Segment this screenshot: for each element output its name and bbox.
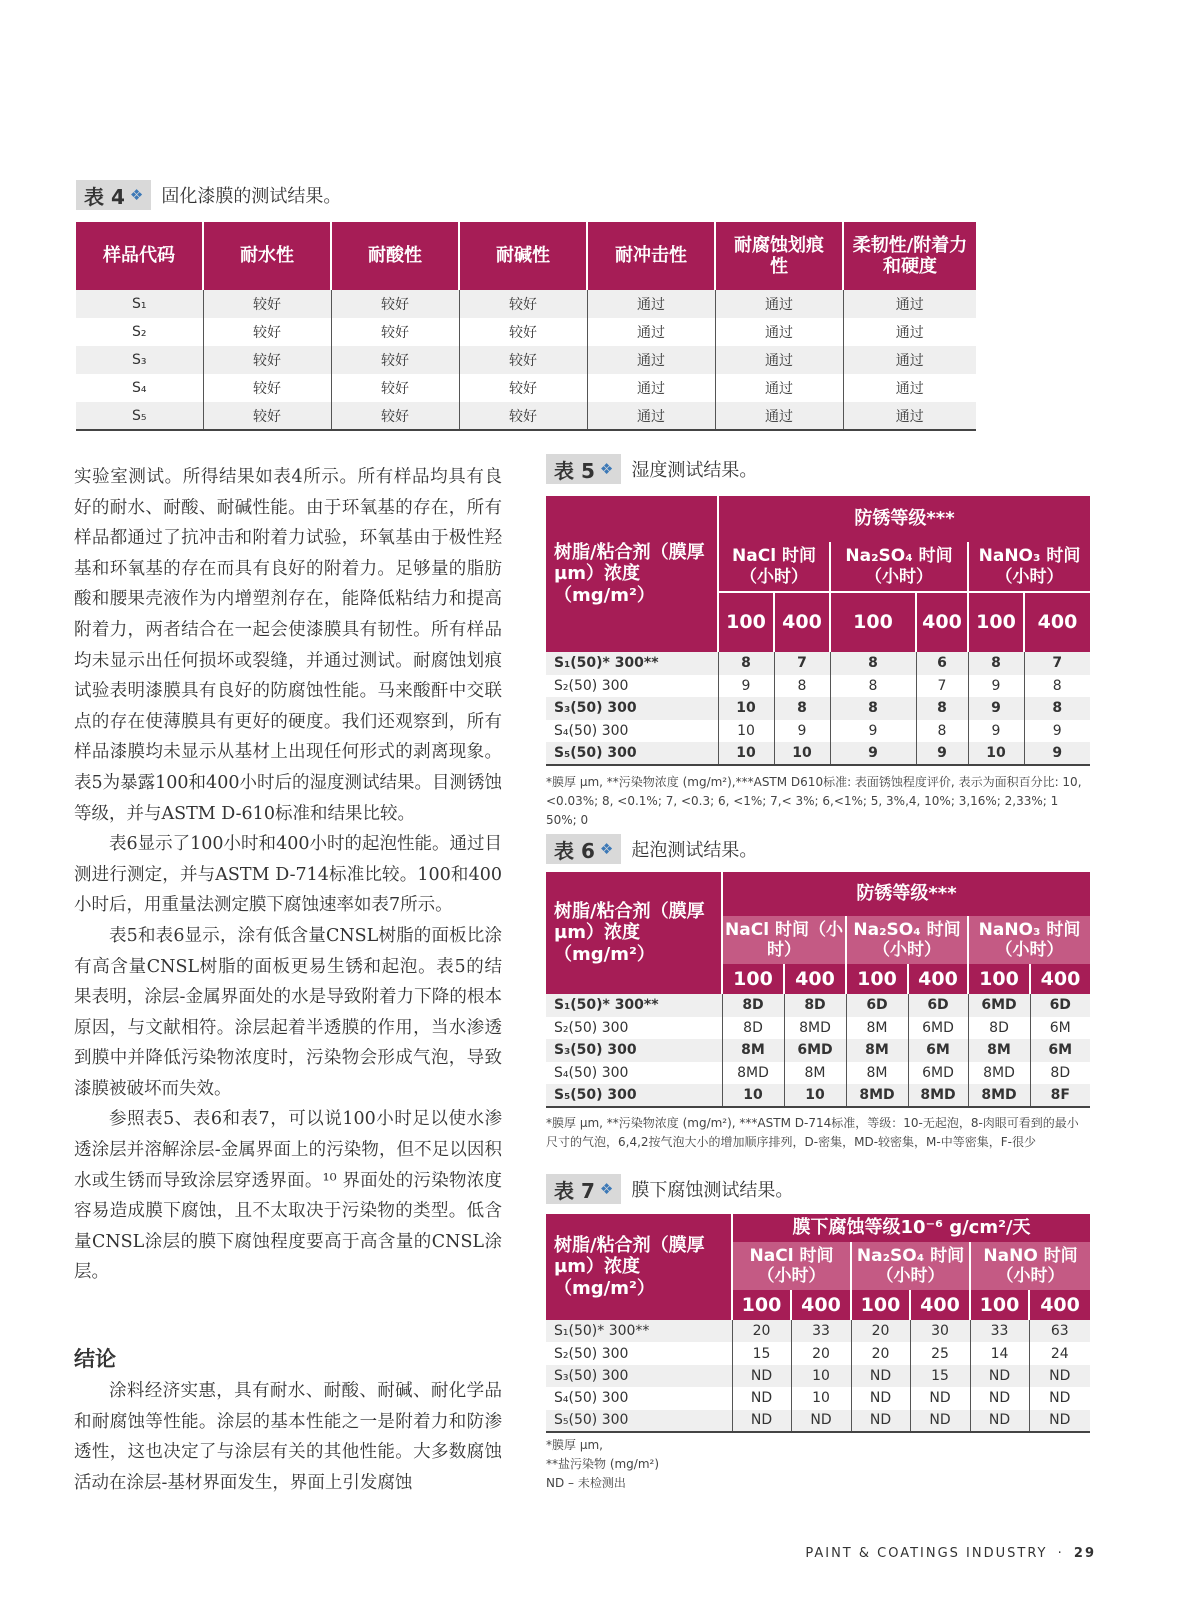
table6-group-header: 防锈等级*** xyxy=(722,872,1090,916)
value-cell: 8M xyxy=(722,1039,784,1062)
sample-cell: S₂(50) 300 xyxy=(546,1342,732,1364)
body-paragraph: 实验室测试。所得结果如表4所示。所有样品均具有良好的耐水、耐酸、耐碱性能。由于环氧基的存在，所有样品都通过了抗冲击和附着力试验，环氧基由于极性羟基和环氧基的存在而具有良好的附着力。足够量的脂肪酸和腰果壳液作为内增塑剂存在，能降低粘结力和提高附着力，两者结合在一起会使漆膜具有韧性。所有样品均未显示出任何损坏或裂缝，并通过测试。耐腐蚀划痕试验表明漆膜具有良好的防腐蚀性能。马来酸酐中交联点的存在使薄膜具有更好的硬度。我们还观察到，所有样品漆膜均未显示从基材上出现任何形式的剥离现象。表5为暴露100和400小时后的湿度测试结果。目测锈蚀等级，并与ASTM D-610标准和结果比较。 xyxy=(74,467,502,824)
value-cell: 6D xyxy=(908,994,968,1017)
value-cell: 通过 xyxy=(587,402,715,430)
value-cell: 10 xyxy=(791,1365,851,1387)
table6-caption xyxy=(546,834,757,864)
table4-header: 耐酸性 xyxy=(331,222,459,290)
conclusion-heading: 结论 xyxy=(74,1347,116,1371)
table5-hour-header: 400 xyxy=(916,592,968,652)
value-cell: 25 xyxy=(910,1342,970,1364)
value-cell: 较好 xyxy=(203,374,331,402)
value-cell: 8D xyxy=(722,1017,784,1040)
table7-hour-header: 400 xyxy=(791,1290,851,1320)
value-cell: 8D xyxy=(1030,1062,1090,1085)
value-cell: 较好 xyxy=(459,374,587,402)
value-cell: 6MD xyxy=(908,1062,968,1085)
value-cell: ND xyxy=(970,1365,1029,1387)
sample-cell: S₃(50) 300 xyxy=(546,1365,732,1387)
value-cell: ND xyxy=(1029,1365,1090,1387)
table6-hour-header: 400 xyxy=(908,964,968,994)
table7-row-header: 树脂/粘合剂（膜厚µm）浓度（mg/m²） xyxy=(546,1214,732,1320)
value-cell: 通过 xyxy=(715,346,843,374)
value-cell: 通过 xyxy=(843,374,976,402)
table6-hour-header: 100 xyxy=(722,964,784,994)
table6-note: *膜厚 µm, **污染物浓度 (mg/m²), ***ASTM D-714标准，等级：10-无起泡，8-肉眼可看到的最小尺寸的气泡，6,4,2按气泡大小的增加顺序排列，D-密集，MD-较密集，M-中等密集，F-很少 xyxy=(546,1116,1079,1149)
table7-col-header: NaCl 时间（小时） xyxy=(732,1242,851,1290)
value-cell: 8 xyxy=(774,697,830,720)
sample-cell: S₃ xyxy=(76,346,203,374)
value-cell: ND xyxy=(732,1365,791,1387)
footer-separator: · xyxy=(1057,1546,1064,1561)
table4-header: 耐冲击性 xyxy=(587,222,715,290)
value-cell: 6M xyxy=(1030,1039,1090,1062)
table4-caption xyxy=(76,180,341,210)
value-cell: 8D xyxy=(968,1017,1030,1040)
table7-note: ND – 未检测出 xyxy=(546,1476,626,1490)
value-cell: 6 xyxy=(916,652,968,675)
table6-col-header: NaNO₃ 时间（小时） xyxy=(968,916,1090,964)
value-cell: 通过 xyxy=(587,374,715,402)
value-cell: 通过 xyxy=(587,318,715,346)
table7-group-header: 膜下腐蚀等级10⁻⁶ g/cm²/天 xyxy=(732,1214,1090,1242)
value-cell: 通过 xyxy=(843,402,976,430)
table5 xyxy=(546,496,1090,766)
value-cell: 8 xyxy=(830,675,916,698)
value-cell: 15 xyxy=(732,1342,791,1364)
value-cell: 7 xyxy=(774,652,830,675)
sample-cell: S₅(50) 300 xyxy=(546,1084,722,1107)
value-cell: 较好 xyxy=(331,318,459,346)
diamond-icon: ❖ xyxy=(599,1180,614,1198)
value-cell: 20 xyxy=(791,1342,851,1364)
conclusion-paragraph: 涂料经济实惠，具有耐水、耐酸、耐碱、耐化学品和耐腐蚀等性能。涂层的基本性能之一是附着力和防渗透性，这也决定了与涂层有关的其他性能。大多数腐蚀活动在涂层-基材界面发生，界面上引发腐蚀 xyxy=(74,1381,502,1493)
value-cell: ND xyxy=(732,1410,791,1432)
table-row xyxy=(76,346,976,374)
value-cell: 30 xyxy=(910,1320,970,1342)
table-row xyxy=(76,374,976,402)
value-cell: 9 xyxy=(968,675,1024,698)
value-cell: 14 xyxy=(970,1342,1029,1364)
table5-note: *膜厚 µm, **污染物浓度 (mg/m²),***ASTM D610标准: 表面锈蚀程度评价, 表示为面积百分比: 10, <0.03%; 8, <0.1%; 7, <0.3; 6, <1%; 7,< 3%; 6,<1%; 5, 3%,4, 10%; 3,16%; 2,33%; 1 50%; 0 xyxy=(546,775,1082,827)
value-cell: 通过 xyxy=(715,402,843,430)
value-cell: 9 xyxy=(830,720,916,743)
value-cell: ND xyxy=(851,1387,910,1409)
value-cell: 较好 xyxy=(459,290,587,318)
value-cell: ND xyxy=(851,1365,910,1387)
table4-header: 耐水性 xyxy=(203,222,331,290)
diamond-icon: ❖ xyxy=(129,186,144,204)
table-row xyxy=(76,402,976,430)
value-cell: 9 xyxy=(968,720,1024,743)
sample-cell: S₃(50) 300 xyxy=(546,1039,722,1062)
value-cell: 8MD xyxy=(722,1062,784,1085)
value-cell: 8D xyxy=(784,994,846,1017)
value-cell: 8M xyxy=(784,1062,846,1085)
sample-cell: S₂ xyxy=(76,318,203,346)
sample-cell: S₄(50) 300 xyxy=(546,1062,722,1085)
value-cell: ND xyxy=(1029,1410,1090,1432)
sample-cell: S₁ xyxy=(76,290,203,318)
value-cell: 8M xyxy=(846,1017,908,1040)
table6-hour-header: 100 xyxy=(968,964,1030,994)
value-cell: 通过 xyxy=(715,290,843,318)
value-cell: 通过 xyxy=(843,290,976,318)
page-footer xyxy=(805,1546,1096,1561)
value-cell: 8MD xyxy=(908,1084,968,1107)
value-cell: 通过 xyxy=(587,346,715,374)
value-cell: 8 xyxy=(1024,675,1090,698)
table-row xyxy=(546,994,1090,1017)
value-cell: 较好 xyxy=(203,402,331,430)
table7-caption xyxy=(546,1174,793,1204)
table5-col-header: Na₂SO₄ 时间（小时） xyxy=(830,542,968,592)
table7-note: **盐污染物 (mg/m²) xyxy=(546,1457,660,1471)
table7-title: 膜下腐蚀测试结果。 xyxy=(631,1180,794,1201)
value-cell: 较好 xyxy=(203,290,331,318)
table-row xyxy=(546,1387,1090,1409)
value-cell: 24 xyxy=(1029,1342,1090,1364)
table4 xyxy=(76,222,976,431)
table-row xyxy=(546,652,1090,675)
sample-cell: S₃(50) 300 xyxy=(546,697,718,720)
table7-col-header: NaNO 时间（小时） xyxy=(970,1242,1090,1290)
table5-hour-header: 400 xyxy=(774,592,830,652)
sample-cell: S₄(50) 300 xyxy=(546,720,718,743)
value-cell: 15 xyxy=(910,1365,970,1387)
table-row xyxy=(546,1084,1090,1107)
value-cell: 通过 xyxy=(843,346,976,374)
table4-label-box xyxy=(76,180,151,210)
value-cell: 6M xyxy=(1030,1017,1090,1040)
value-cell: 6M xyxy=(908,1039,968,1062)
value-cell: 较好 xyxy=(203,346,331,374)
value-cell: 63 xyxy=(1029,1320,1090,1342)
sample-cell: S₅ xyxy=(76,402,203,430)
value-cell: 10 xyxy=(791,1387,851,1409)
value-cell: 8M xyxy=(846,1062,908,1085)
sample-cell: S₂(50) 300 xyxy=(546,1017,722,1040)
table-row xyxy=(76,318,976,346)
body-paragraph: 表6显示了100小时和400小时的起泡性能。通过目测进行测定，并与ASTM D-714标准比较。100和400小时后，用重量法测定膜下腐蚀速率如表7所示。 xyxy=(74,834,502,916)
table-row xyxy=(546,1062,1090,1085)
table6-hour-header: 100 xyxy=(846,964,908,994)
value-cell: 较好 xyxy=(459,402,587,430)
value-cell: 6MD xyxy=(908,1017,968,1040)
table6-label: 表 6 xyxy=(554,838,595,863)
value-cell: 8 xyxy=(916,697,968,720)
value-cell: 33 xyxy=(970,1320,1029,1342)
table5-label: 表 5 xyxy=(554,458,595,483)
sample-cell: S₄ xyxy=(76,374,203,402)
table5-col-header: NaCl 时间（小时） xyxy=(718,542,830,592)
value-cell: 9 xyxy=(916,742,968,765)
table6-col-header: Na₂SO₄ 时间（小时） xyxy=(846,916,968,964)
value-cell: 10 xyxy=(718,720,774,743)
value-cell: 较好 xyxy=(203,318,331,346)
value-cell: 6D xyxy=(846,994,908,1017)
table5-caption xyxy=(546,454,757,484)
table7-hour-header: 100 xyxy=(851,1290,910,1320)
table6-label-box xyxy=(546,834,621,864)
value-cell: 10 xyxy=(718,697,774,720)
table6-col-header: NaCl 时间（小时） xyxy=(722,916,846,964)
body-paragraph: 表5和表6显示，涂有低含量CNSL树脂的面板比涂有高含量CNSL树脂的面板更易生锈和起泡。表5的结果表明，涂层-金属界面处的水是导致附着力下降的根本原因，与文献相符。涂层起着半透膜的作用，当水渗透到膜中并降低污染物浓度时，污染物会形成气泡，导致漆膜被破坏而失效。 xyxy=(74,925,502,1099)
value-cell: 8 xyxy=(718,652,774,675)
table5-group-header: 防锈等级*** xyxy=(718,496,1090,542)
value-cell: 8MD xyxy=(968,1062,1030,1085)
table6-row-header: 树脂/粘合剂（膜厚µm）浓度（mg/m²） xyxy=(546,872,722,994)
table6-hour-header: 400 xyxy=(1030,964,1090,994)
sample-cell: S₅(50) 300 xyxy=(546,742,718,765)
table5-col-header: NaNO₃ 时间（小时） xyxy=(968,542,1090,592)
value-cell: 6MD xyxy=(784,1039,846,1062)
value-cell: 较好 xyxy=(331,290,459,318)
table-row xyxy=(546,697,1090,720)
value-cell: 10 xyxy=(774,742,830,765)
value-cell: 8 xyxy=(830,652,916,675)
table7-col-header: Na₂SO₄ 时间（小时） xyxy=(851,1242,970,1290)
sample-cell: S₄(50) 300 xyxy=(546,1387,732,1409)
value-cell: 10 xyxy=(784,1084,846,1107)
value-cell: 6D xyxy=(1030,994,1090,1017)
table4-header: 耐碱性 xyxy=(459,222,587,290)
table5-hour-header: 100 xyxy=(968,592,1024,652)
table-row xyxy=(546,1342,1090,1364)
value-cell: 20 xyxy=(732,1320,791,1342)
table-row xyxy=(546,1017,1090,1040)
sample-cell: S₂(50) 300 xyxy=(546,675,718,698)
table7 xyxy=(546,1214,1090,1433)
page-number: 29 xyxy=(1073,1546,1096,1561)
value-cell: 10 xyxy=(722,1084,784,1107)
value-cell: 9 xyxy=(1024,742,1090,765)
value-cell: 7 xyxy=(1024,652,1090,675)
table5-title: 湿度测试结果。 xyxy=(631,460,758,481)
table-row xyxy=(546,675,1090,698)
table-row xyxy=(546,742,1090,765)
table4-header: 样品代码 xyxy=(76,222,203,290)
value-cell: ND xyxy=(970,1387,1029,1409)
value-cell: 8 xyxy=(774,675,830,698)
table-row xyxy=(546,1039,1090,1062)
sample-cell: S₅(50) 300 xyxy=(546,1410,732,1432)
table-row xyxy=(546,1320,1090,1342)
value-cell: 33 xyxy=(791,1320,851,1342)
conclusion-text xyxy=(74,1376,502,1498)
value-cell: 较好 xyxy=(459,346,587,374)
value-cell: 通过 xyxy=(715,318,843,346)
table-row xyxy=(546,720,1090,743)
value-cell: 较好 xyxy=(459,318,587,346)
table5-hour-header: 100 xyxy=(830,592,916,652)
journal-name: PAINT & COATINGS INDUSTRY xyxy=(805,1546,1048,1561)
value-cell: 9 xyxy=(1024,720,1090,743)
table5-hour-header: 100 xyxy=(718,592,774,652)
value-cell: ND xyxy=(732,1387,791,1409)
value-cell: 8 xyxy=(968,652,1024,675)
value-cell: ND xyxy=(910,1410,970,1432)
value-cell: 通过 xyxy=(587,290,715,318)
value-cell: ND xyxy=(970,1410,1029,1432)
value-cell: 10 xyxy=(968,742,1024,765)
table-row xyxy=(546,1365,1090,1387)
value-cell: 较好 xyxy=(331,346,459,374)
value-cell: 7 xyxy=(916,675,968,698)
value-cell: 6MD xyxy=(968,994,1030,1017)
value-cell: ND xyxy=(1029,1387,1090,1409)
table6 xyxy=(546,872,1090,1108)
value-cell: 8MD xyxy=(968,1084,1030,1107)
table4-title: 固化漆膜的测试结果。 xyxy=(161,186,342,207)
sample-cell: S₁(50)* 300** xyxy=(546,652,718,675)
table7-notes xyxy=(546,1436,846,1493)
value-cell: 8M xyxy=(846,1039,908,1062)
diamond-icon: ❖ xyxy=(599,840,614,858)
value-cell: 8 xyxy=(916,720,968,743)
value-cell: 9 xyxy=(774,720,830,743)
table6-title: 起泡测试结果。 xyxy=(631,840,758,861)
table7-note: *膜厚 µm, xyxy=(546,1438,603,1452)
table7-hour-header: 100 xyxy=(732,1290,791,1320)
value-cell: ND xyxy=(791,1410,851,1432)
body-paragraph: 参照表5、表6和表7，可以说100小时足以使水渗透涂层并溶解涂层-金属界面上的污染物，但不足以因积水或生锈而导致涂层穿透界面。¹⁰ 界面处的污染物浓度容易造成膜下腐蚀，且不太取决于污染物的类型。低含量CNSL涂层的膜下腐蚀程度要高于高含量的CNSL涂层。 xyxy=(74,1109,502,1283)
value-cell: 较好 xyxy=(331,374,459,402)
value-cell: 9 xyxy=(718,675,774,698)
value-cell: 通过 xyxy=(715,374,843,402)
table-row xyxy=(546,1410,1090,1432)
diamond-icon: ❖ xyxy=(599,460,614,478)
table6-hour-header: 400 xyxy=(784,964,846,994)
value-cell: 20 xyxy=(851,1320,910,1342)
value-cell: 8MD xyxy=(846,1084,908,1107)
value-cell: 20 xyxy=(851,1342,910,1364)
table4-header: 耐腐蚀划痕性 xyxy=(715,222,843,290)
sample-cell: S₁(50)* 300** xyxy=(546,994,722,1017)
value-cell: ND xyxy=(910,1387,970,1409)
value-cell: ND xyxy=(851,1410,910,1432)
value-cell: 8M xyxy=(968,1039,1030,1062)
value-cell: 较好 xyxy=(331,402,459,430)
table7-label: 表 7 xyxy=(554,1178,595,1203)
table5-label-box xyxy=(546,454,621,484)
table-row xyxy=(76,290,976,318)
value-cell: 8 xyxy=(1024,697,1090,720)
table4-label: 表 4 xyxy=(84,184,125,209)
body-text xyxy=(74,462,502,1288)
value-cell: 8MD xyxy=(784,1017,846,1040)
table7-hour-header: 100 xyxy=(970,1290,1029,1320)
value-cell: 通过 xyxy=(843,318,976,346)
table7-label-box xyxy=(546,1174,621,1204)
table4-header: 柔韧性/附着力和硬度 xyxy=(843,222,976,290)
table7-hour-header: 400 xyxy=(910,1290,970,1320)
value-cell: 8F xyxy=(1030,1084,1090,1107)
table5-hour-header: 400 xyxy=(1024,592,1090,652)
sample-cell: S₁(50)* 300** xyxy=(546,1320,732,1342)
table7-hour-header: 400 xyxy=(1029,1290,1090,1320)
value-cell: 8 xyxy=(830,697,916,720)
value-cell: 9 xyxy=(830,742,916,765)
value-cell: 8D xyxy=(722,994,784,1017)
value-cell: 10 xyxy=(718,742,774,765)
table5-row-header: 树脂/粘合剂（膜厚µm）浓度（mg/m²） xyxy=(546,496,718,652)
value-cell: 9 xyxy=(968,697,1024,720)
